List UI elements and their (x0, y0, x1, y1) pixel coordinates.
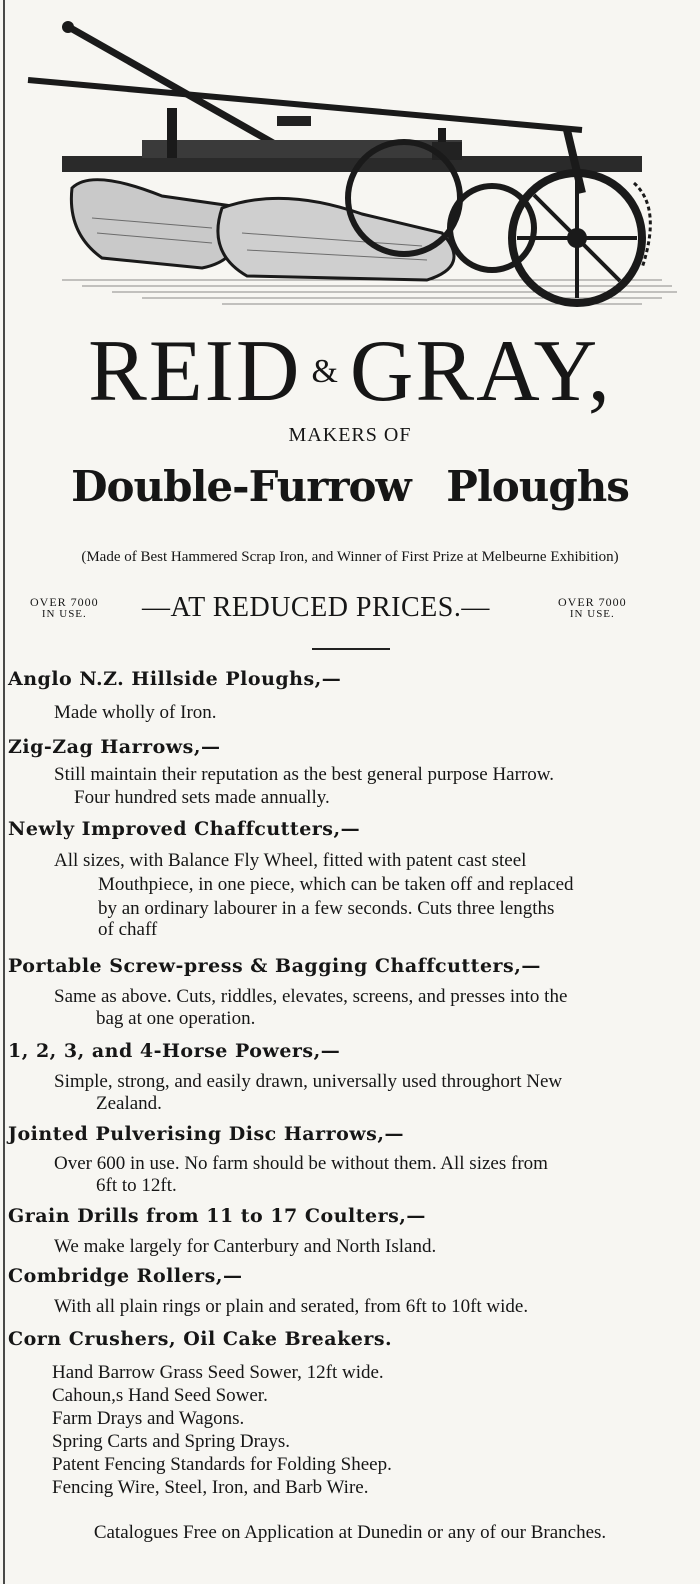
section-line: Same as above. Cuts, riddles, elevates, screens, and presses into the (54, 986, 568, 1007)
section-heading: Grain Drills from 11 to 17 Coulters,— (8, 1205, 426, 1227)
list-item: Hand Barrow Grass Seed Sower, 12ft wide. (52, 1362, 384, 1383)
section-line: Made wholly of Iron. (54, 702, 217, 723)
section-line: With all plain rings or plain and serated, from 6ft to 10ft wide. (54, 1296, 529, 1317)
over-7000-left: OVER 7000 IN USE. (30, 595, 99, 620)
page-edge-rule (3, 0, 5, 1584)
prices-banner (0, 592, 700, 632)
catalogue-footer: Catalogues Free on Application at Dunedin or any of our Branches. (93, 1522, 607, 1543)
section-line: All sizes, with Balance Fly Wheel, fitted with patent cast steel (54, 850, 527, 871)
section-line: Mouthpiece, in one piece, which can be taken off and replaced (98, 874, 574, 895)
list-item: Cahoun,s Hand Seed Sower. (52, 1385, 268, 1406)
section-line: Over 600 in use. No farm should be without them. All sizes from (54, 1153, 548, 1174)
section-heading: Corn Crushers, Oil Cake Breakers. (8, 1328, 393, 1350)
section-line: Zealand. (96, 1093, 162, 1114)
left-mouldboard (71, 180, 237, 268)
section-heading: 1, 2, 3, and 4-Horse Powers,— (8, 1040, 341, 1062)
reduced-prices-text: —AT REDUCED PRICES.— (142, 592, 490, 623)
product-heading: Double-Furrow Ploughs (71, 462, 629, 511)
section-heading: Jointed Pulverising Disc Harrows,— (8, 1123, 404, 1145)
section-line: 6ft to 12ft. (96, 1175, 177, 1196)
section-line: We make largely for Canterbury and North Island. (54, 1236, 437, 1257)
company-name (0, 322, 700, 422)
title-gray: GRAY, (349, 323, 612, 420)
section-heading: Zig-Zag Harrows,— (8, 736, 221, 758)
list-item: Fencing Wire, Steel, Iron, and Barb Wire. (52, 1477, 369, 1498)
section-line: Four hundred sets made annually. (74, 787, 330, 808)
section-heading: Combridge Rollers,— (8, 1265, 243, 1287)
section-line: by an ordinary labourer in a few seconds. Cuts three lengths (98, 898, 555, 919)
title-ampersand: & (311, 353, 340, 390)
section-line: Simple, strong, and easily drawn, universally used throughort New (54, 1071, 563, 1092)
list-item: Patent Fencing Standards for Folding Sheep. (52, 1454, 392, 1475)
section-heading: Anglo N.Z. Hillside Ploughs,— (8, 668, 342, 690)
construction-note: (Made of Best Hammered Scrap Iron, and Winner of First Prize at Melbeurne Exhibition) (81, 549, 619, 565)
over-7000-right: OVER 7000 IN USE. (558, 595, 627, 620)
section-line: Still maintain their reputation as the best general purpose Harrow. (54, 764, 555, 785)
list-item: Spring Carts and Spring Drays. (52, 1431, 291, 1452)
section-line: bag at one operation. (96, 1008, 256, 1029)
plough-frame (62, 156, 642, 172)
section-heading: Portable Screw-press & Bagging Chaffcutters,— (8, 955, 541, 977)
title-reid: REID (88, 323, 302, 420)
section-line: of chaff (98, 919, 158, 940)
right-mouldboard (218, 198, 454, 280)
section-divider (312, 648, 390, 650)
section-heading: Newly Improved Chaffcutters,— (8, 818, 361, 840)
plough-illustration (22, 18, 682, 318)
makers-of-line: MAKERS OF (288, 424, 412, 446)
list-item: Farm Drays and Wagons. (52, 1408, 245, 1429)
